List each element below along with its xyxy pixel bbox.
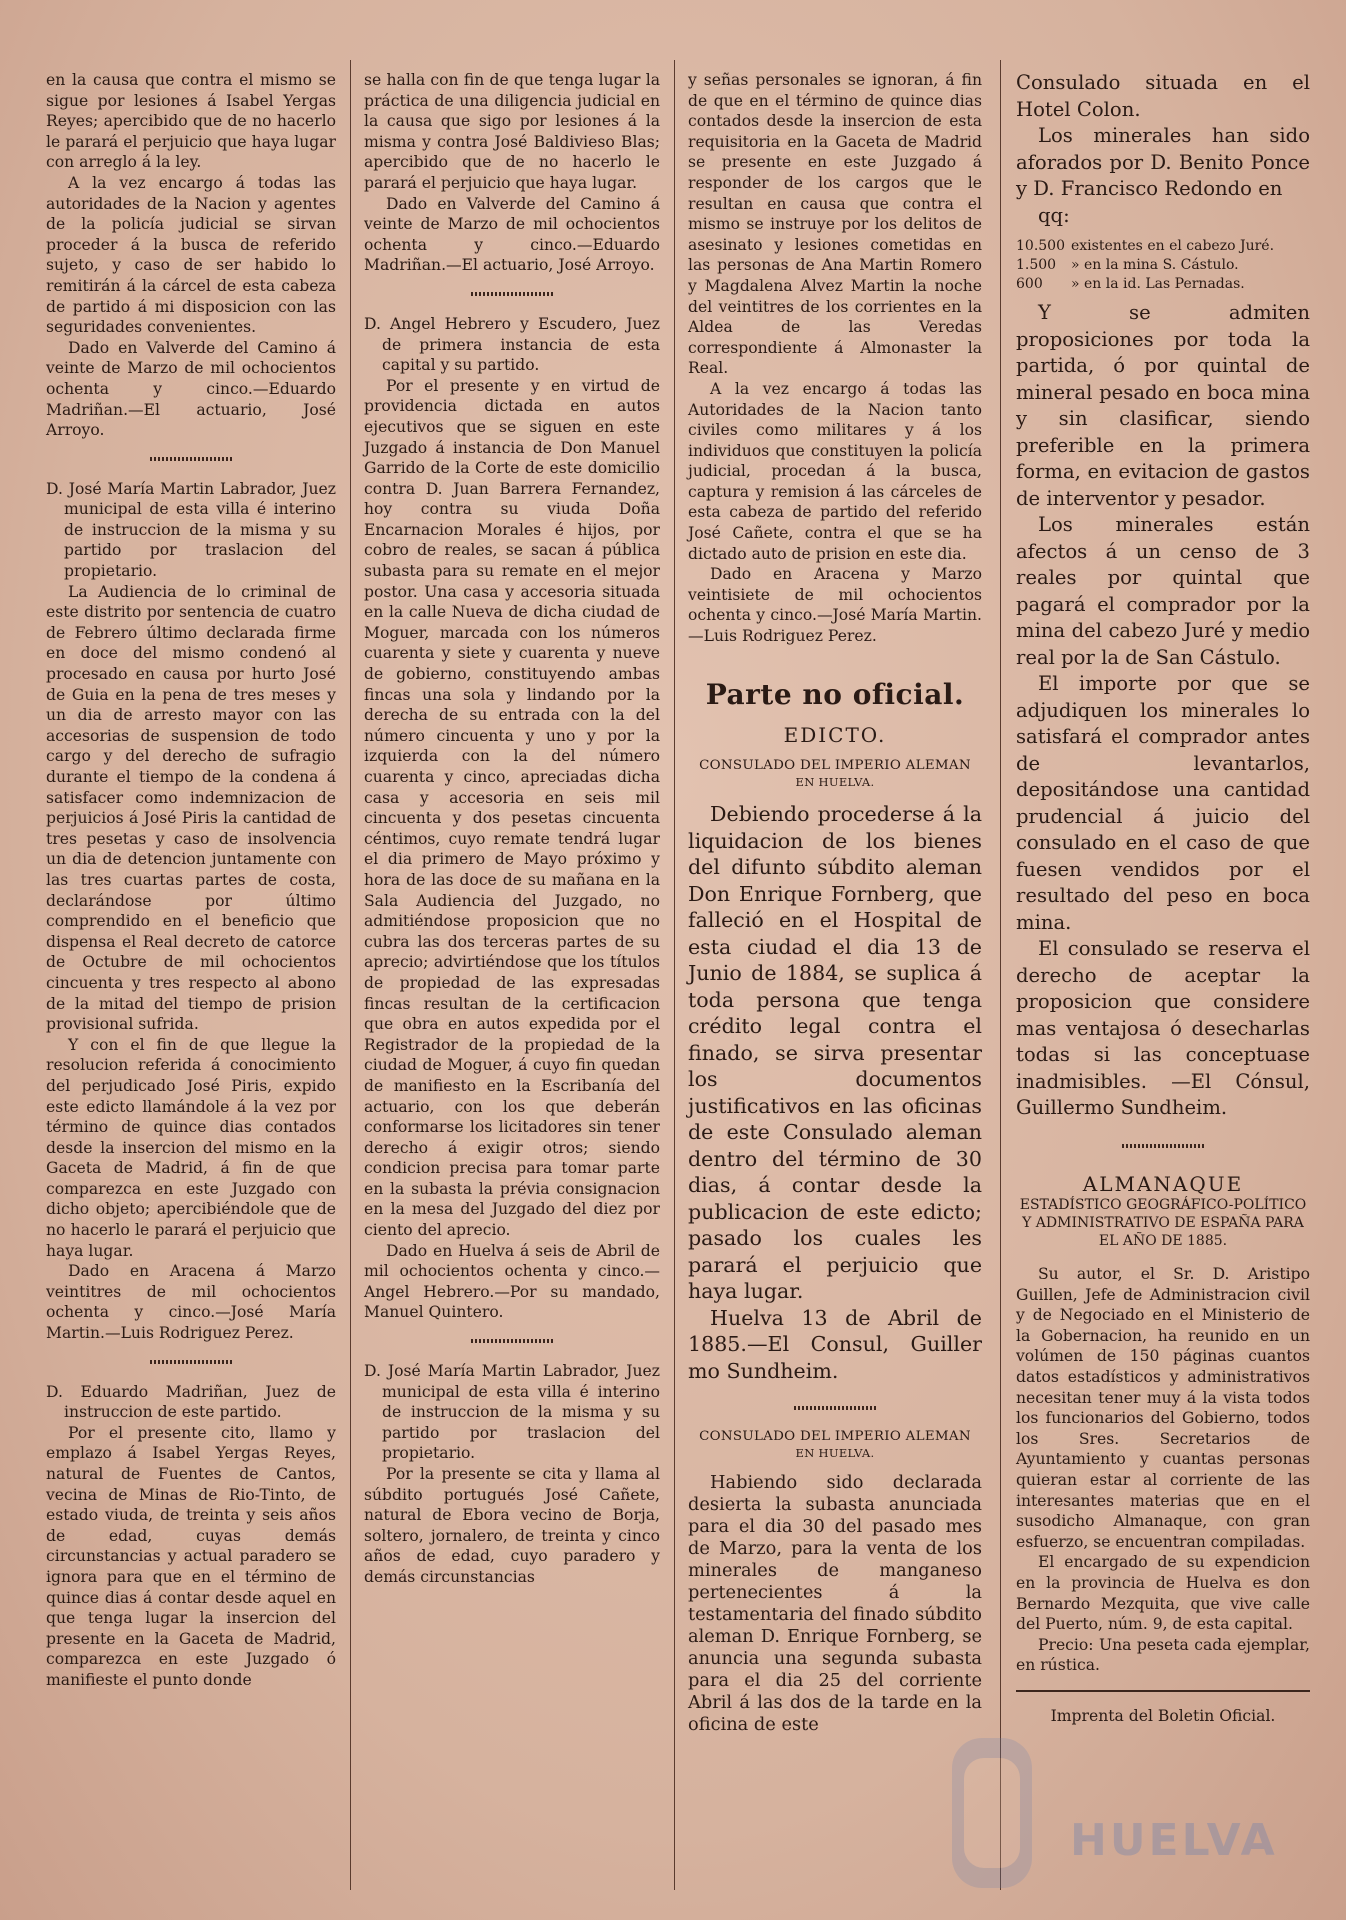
paragraph: El importe por que se adjudiquen los minerales lo satisfará el comprador antes de levantarlos, depositándose una cantidad prudencial á juicio del consulado en el caso de que fuesen vendidos por el resultado del peso en boca mina. [1016, 672, 1310, 934]
paragraph: A la vez encargo á todas las Autoridades de la Nacion tanto civiles como militares y á los individuos que constituyen la policía judicial, procedan á la busca, captura y remision á las cárceles de esta cabeza de partido del referido José Cañete, contra el que se ha dictado auto de prision en este dia. [688, 379, 982, 563]
paragraph: y señas personales se ignoran, á fin de que en el término de quince dias contados desde la insercion de esta requisitoria en la Gaceta de Madrid se presente en este Juzgado á responder de los cargos que le resultan en causa que contra el mismo se instruye por los delitos de asesinato y lesiones cometidas en las personas de Ana Martin Romero y Magdalena Alvez Martin la noche del veintitres de los corrientes en la Aldea de las Veredas correspondiente á Almonaster la Real. [688, 71, 982, 378]
paragraph: Dado en Aracena á Marzo veintitres de mil ochocientos ochenta y cinco.—José María Martin.—Luis Rodriguez Perez. [46, 1262, 336, 1343]
paragraph: Huelva 13 de Abril de 1885.—El Consul, Guiller mo Sundheim. [688, 1305, 982, 1383]
paragraph: Por el presente y en virtud de providencia dictada en autos ejecutivos que se siguen en este Juzgado á instancia de Don Manuel Garrido de la Corte de este domicilio contra D. Juan Barrera Fernandez, hoy contra su viuda Doña Encarnacion Morales é hijos, por cobro de reales, se sacan á pública subasta para su remate en el mejor postor. Una casa y accesoria situada en la calle Nueva de dicha ciudad de Moguer, marcada con los números cuarenta y siete y cuarenta y nueve de gobierno, constituyendo ambas fincas una sola y lindando por la derecha de su entrada con la del número cincuenta y uno y por la izquierda con la del número cuarenta y cinco, apreciadas dicha casa y accesoria en seis mil cincuenta y dos pesetas cincuenta céntimos, cuyo remate tendrá lugar el dia primero de Mayo próximo y hora de las doce de su mañana en la Sala Audiencia del Juzgado, no admitiéndose proposicion que no cubra las dos terceras partes de su aprecio; advirtiéndose que los títulos de propiedad de las expresadas fincas resultan de la certificacion que obra en autos expedida por el Registrador de la propiedad de la ciudad de Moguer, á cuyo fin quedan de manifiesto en la Escribanía del actuario, con los que deberán conformarse los licitadores sin tener derecho á exigir otros; siendo condicion precisa para tomar parte en la subasta la prévia consignacion en la mesa del Juzgado del diez por ciento del aprecio. [364, 376, 660, 1240]
mineral-location: » en la id. Las Pernadas. [1071, 276, 1245, 292]
printer-imprint: Imprenta del Boletin Oficial. [1050, 1706, 1276, 1725]
notice-heading: D. José María Martin Labrador, Juez municipal de esta villa é interino de instruccion de la misma y su partido por traslacion del propietario. [364, 1362, 660, 1463]
separator [1016, 1690, 1310, 1692]
watermark-text: HUELVA [1070, 1815, 1278, 1866]
paragraph: El consulado se reserva el derecho de aceptar la proposicion que considere mas ventajosa ó desecharlas todas si las conceptuase inadmisibles. —El Cónsul, Guillermo Sundheim. [1016, 937, 1310, 1119]
paragraph: Su autor, el Sr. D. Aristipo Guillen, Jefe de Administracion civil y de Negociado en el Ministerio de la Gobernacion, ha reunido en un volúmen de 150 páginas cuantos datos estadísticos y administrativos necesitan tener muy á la vista todos los funcionarios del Gobierno, todos los Sres. Secretarios de Ayuntamiento y cuantas personas quieran estar al corriente de las interesantes materias que en el susodicho Almanaque, con gran esfuerzo, se encuentran compiladas. [1016, 1265, 1310, 1551]
column-rule [1000, 60, 1001, 1890]
mineral-location: existentes en el cabezo Juré. [1071, 238, 1275, 254]
table-row [1016, 256, 1280, 275]
paragraph: Debiendo procederse á la liquidacion de los bienes del difunto súbdito aleman Don Enrique Fornberg, que falleció en el Hospital de esta ciudad el dia 13 de Junio de 1884, se suplica á toda persona que tenga crédito legal contra el finado, se sirva presentar los documentos justificativos en las oficinas de este Consulado aleman dentro del término de 30 dias, á contar desde la publicacion de este edicto; pasado los cuales les parará el perjuicio que haya lugar. [688, 802, 982, 1304]
notice-heading: D. Angel Hebrero y Escudero, Juez de primera instancia de esta capital y su partido. [364, 314, 660, 375]
consulate-name: CONSULADO DEL IMPERIO ALEMAN [699, 758, 971, 774]
paragraph: El encargado de su expendicion en la provincia de Huelva es don Bernardo Mezquita, que vive calle del Puerto, núm. 9, de esta capital. [1016, 1553, 1310, 1634]
paragraph: Consulado situada en el Hotel Colon. [1016, 71, 1310, 121]
consulate-heading [688, 757, 982, 791]
separator [471, 292, 553, 296]
separator [150, 1360, 232, 1364]
column-1 [46, 70, 336, 1691]
paragraph: Dado en Huelva á seis de Abril de mil ochocientos ochenta y cinco.—Angel Hebrero.—Por su mandado, Manuel Quintero. [364, 1241, 660, 1322]
paragraph: se halla con fin de que tenga lugar la práctica de una diligencia judicial en la causa que sigo por lesiones á la misma y contra José Baldivieso Blas; apercibido que de no hacerlo le parará el perjuicio que haya lugar. [364, 71, 660, 192]
mineral-quantity: 1.500 [1016, 257, 1057, 273]
column-rule [350, 60, 351, 1890]
archive-watermark-icon [948, 1728, 1308, 1898]
paragraph: Los minerales están afectos á un censo de 3 reales por quintal que pagará el comprador por la mina del cabezo Juré y medio real por la de San Cástulo. [1016, 513, 1310, 669]
almanac-subtitle: ESTADÍSTICO GEOGRÁFICO-POLÍTICO Y ADMINISTRATIVO DE ESPAÑA PARA EL AÑO DE 1885. [1019, 1197, 1307, 1250]
mineral-location: » en la mina S. Cástulo. [1071, 257, 1239, 273]
paragraph: Los minerales han sido aforados por D. Benito Ponce y D. Francisco Redondo en [1016, 124, 1310, 200]
notice-heading: D. Eduardo Madriñan, Juez de instruccion de este partido. [46, 1382, 336, 1422]
separator [1122, 1144, 1204, 1148]
quintals-label: qq: [1038, 203, 1070, 227]
paragraph: Por el presente cito, llamo y emplazo á Isabel Yergas Reyes, natural de Fuentes de Cantos, vecina de Minas de Rio-Tinto, de estado viuda, de treinta y seis años de edad, cuyas demás circunstancias y actual paradero se ignora para que en el término de quince dias á contar desde aquel en que tenga lugar la insercion del presente en la Gaceta de Madrid, comparezca en este Juzgado ó manifieste el punto donde [46, 1423, 336, 1689]
column-3 [688, 70, 982, 1736]
mineral-quantity: 10.500 [1016, 238, 1065, 254]
separator [471, 1339, 553, 1343]
paragraph: Dado en Valverde del Camino á veinte de Marzo de mil ochocientos ochenta y cinco.—Eduardo Madriñan.—El actuario, José Arroyo. [364, 194, 660, 275]
column-rule [674, 60, 675, 1890]
paragraph: Por la presente se cita y llama al súbdito portugués José Cañete, natural de Ebora vecino de Borja, soltero, jornalero, de treinta y cinco años de edad, cuyo paradero y demás circunstancias [364, 1465, 660, 1586]
minerals-table [1016, 237, 1280, 294]
almanac-title: ALMANAQUE [1082, 1171, 1244, 1196]
separator [150, 457, 232, 461]
consulate-place: EN HUELVA. [795, 775, 875, 790]
edict-title: EDICTO. [783, 722, 887, 747]
paragraph: Habiendo sido declarada desierta la subasta anunciada para el dia 30 del pasado mes de Marzo, para la venta de los minerales de manganeso pertenecientes á la testamentaria del finado súbdito aleman D. Enrique Fornberg, se anuncia una segunda subasta para el dia 25 del corriente Abril á las dos de la tarde en la oficina de este [688, 1472, 982, 1736]
paragraph: Y se admiten proposiciones por toda la partida, ó por quintal de mineral pesado en boca mina y sin clasificar, siendo preferible en la primera forma, en evitacion de gastos de interventor y pesador. [1016, 301, 1310, 510]
paragraph: La Audiencia de lo criminal de este distrito por sentencia de cuatro de Febrero último declarada firme en doce del mismo condenó al procesado en causa por hurto José de Guia en la pena de tres meses y un dia de arresto mayor con las accesorias de suspension de todo cargo y del derecho de sufragio durante el tiempo de la condena á satisfacer como indemnizacion de perjuicios á José Piris la cantidad de tres pesetas y caso de insolvencia un dia de detencion juntamente con las tres cuartas partes de costa, declarándose por último comprendido en el beneficio que dispensa el Real decreto de catorce de Octubre de mil ochocientos cincuenta y tres respecto al abono de la mitad del tiempo de prision provisional sufrida. [46, 582, 336, 1034]
table-row [1016, 237, 1280, 256]
notice-heading: D. José María Martin Labrador, Juez municipal de esta villa é interino de instruccion de la misma y su partido por traslacion del propietario. [46, 479, 336, 581]
consulate-place: EN HUELVA. [795, 1446, 875, 1461]
paragraph: Dado en Valverde del Camino á veinte de Marzo de mil ochocientos ochenta y cinco.—Eduardo Madriñan.—El actuario, José Arroyo. [46, 338, 336, 440]
paragraph: Dado en Aracena y Marzo veintisiete de mil ochocientos ochenta y cinco.—José María Martin.—Luis Rodriguez Perez. [688, 565, 982, 646]
column-4 [1016, 70, 1310, 1727]
consulate-name: CONSULADO DEL IMPERIO ALEMAN [699, 1429, 971, 1445]
table-row [1016, 275, 1280, 294]
column-2 [364, 70, 660, 1588]
paragraph: en la causa que contra el mismo se sigue por lesiones á Isabel Yergas Reyes; apercibido que de no hacerlo le parará el perjuicio que haya lugar con arreglo á la ley. [46, 71, 336, 172]
paragraph: Precio: Una peseta cada ejemplar, en rústica. [1016, 1635, 1310, 1675]
paragraph: A la vez encargo á todas las autoridades de la Nacion y agentes de la policía judicial se sirvan proceder á la busca de referido sujeto, y caso de ser habido lo remitirán á la cárcel de esta cabeza de partido á mi disposicion con las seguridades convenientes. [46, 173, 336, 337]
section-heading: Parte no oficial. [705, 677, 965, 711]
consulate-heading [688, 1428, 982, 1462]
paragraph: Y con el fin de que llegue la resolucion referida á conocimiento del perjudicado José Piris, expido este edicto llamándole á la vez por término de quince dias contados desde la insercion del mismo en la Gaceta de Madrid, á fin de que comparezca en este Juzgado con dicho objeto; apercibiéndole que de no hacerlo le parará el perjuicio que haya lugar. [46, 1035, 336, 1260]
mineral-quantity: 600 [1016, 276, 1043, 292]
separator [794, 1406, 876, 1410]
